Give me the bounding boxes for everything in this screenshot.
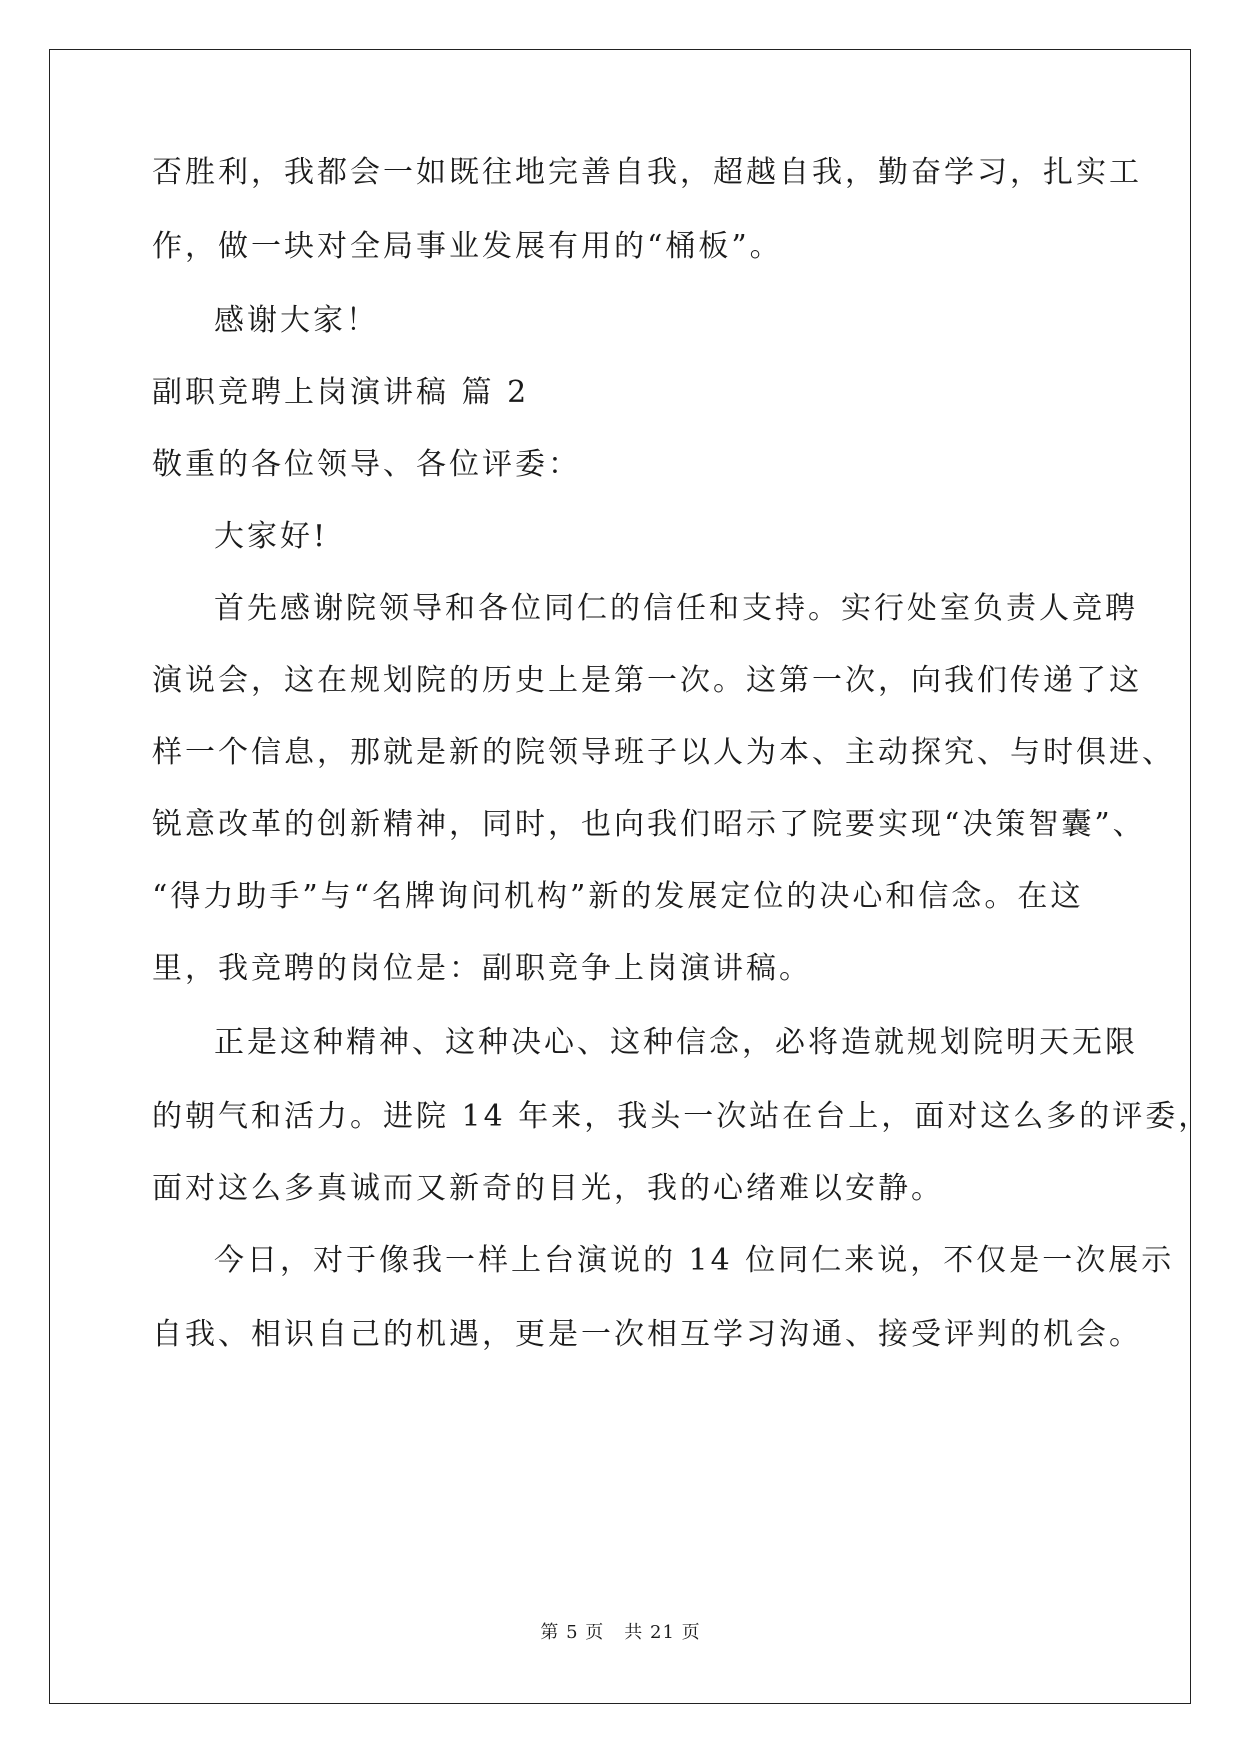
page-border xyxy=(49,49,1212,1704)
paragraph-line: 正是这种精神、这种决心、这种信念，必将造就规划院明天无限 xyxy=(214,1025,1138,1060)
paragraph-line: 样一个信息，那就是新的院领导班子以人为本、主动探究、与时俱进、 xyxy=(152,735,1175,770)
section-heading: 副职竞聘上岗演讲稿 篇 2 xyxy=(152,375,530,410)
greeting: 大家好! xyxy=(214,519,329,554)
paragraph-line: 否胜利，我都会一如既往地完善自我，超越自我，勤奋学习，扎实工 xyxy=(152,155,1142,190)
paragraph-line: 作，做一块对全局事业发展有用的“桶板”。 xyxy=(152,229,783,264)
paragraph-line: “得力助手”与“名牌询问机构”新的发展定位的决心和信念。在这 xyxy=(152,879,1084,914)
paragraph-line: 的朝气和活力。进院 14 年来，我头一次站在台上，面对这么多的评委， xyxy=(152,1099,1212,1134)
paragraph-line: 自我、相识自己的机遇，更是一次相互学习沟通、接受评判的机会。 xyxy=(152,1317,1142,1352)
paragraph-line: 感谢大家！ xyxy=(214,303,379,338)
paragraph-line: 演说会，这在规划院的历史上是第一次。这第一次，向我们传递了这 xyxy=(152,663,1142,698)
page-number: 第 5 页 xyxy=(540,1622,605,1643)
paragraph-line: 面对这么多真诚而又新奇的目光，我的心绪难以安静。 xyxy=(152,1171,944,1206)
salutation: 敬重的各位领导、各位评委： xyxy=(152,447,581,482)
paragraph-line: 里，我竞聘的岗位是：副职竞争上岗演讲稿。 xyxy=(152,951,812,986)
paragraph-line: 锐意改革的创新精神，同时，也向我们昭示了院要实现“决策智囊”、 xyxy=(152,807,1146,842)
page-total: 共 21 页 xyxy=(624,1622,701,1643)
paragraph-line: 首先感谢院领导和各位同仁的信任和支持。实行处室负责人竞聘 xyxy=(214,591,1138,626)
paragraph-line: 今日，对于像我一样上台演说的 14 位同仁来说，不仅是一次展示 xyxy=(214,1243,1175,1278)
page-footer xyxy=(0,1618,1241,1644)
